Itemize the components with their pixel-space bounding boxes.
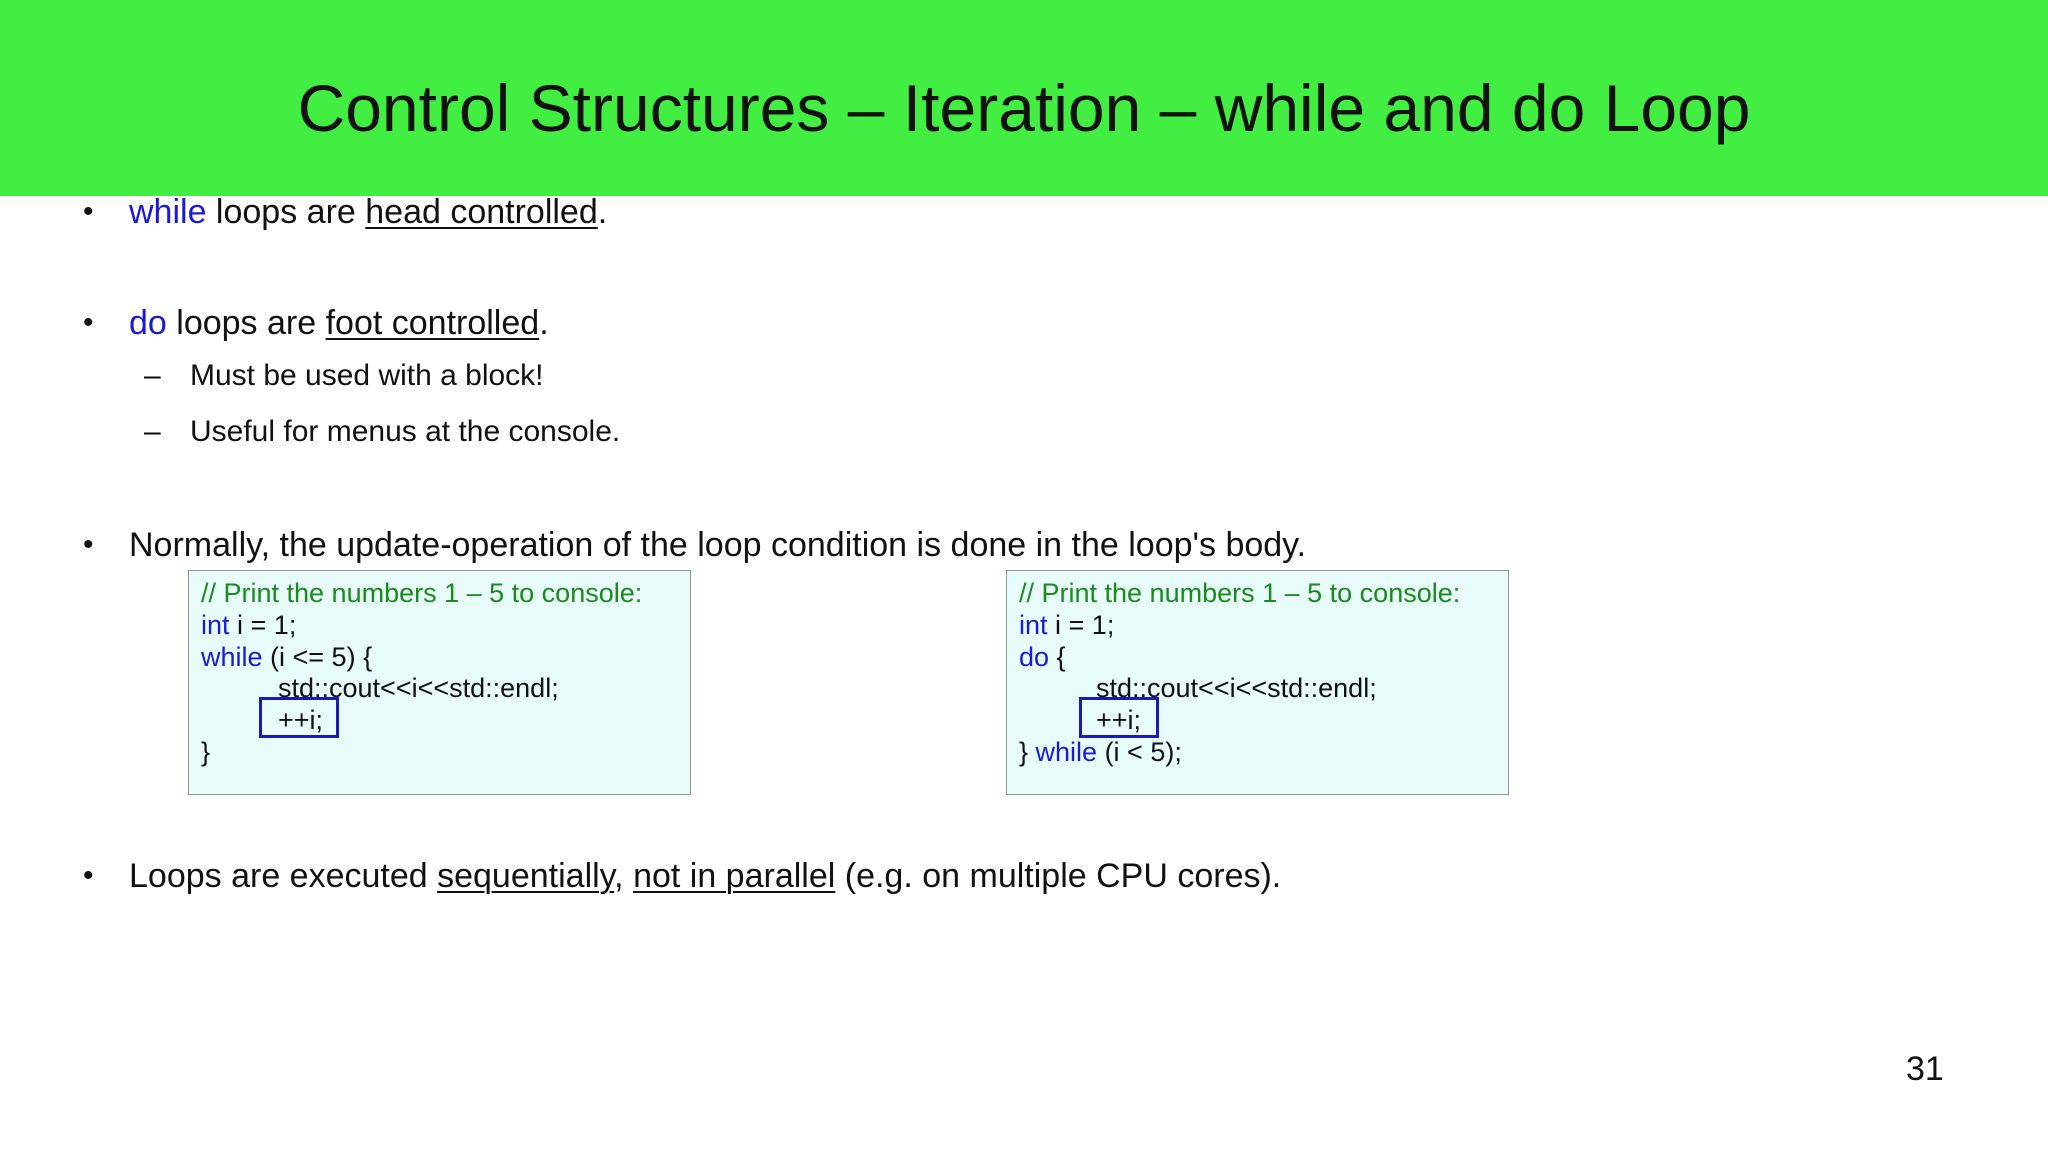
bullet-dot: •: [83, 528, 94, 561]
code-box-while: [188, 570, 691, 795]
code-line-do: [1019, 641, 1066, 673]
keyword-do: do: [129, 304, 167, 342]
code-line-cout: std::cout<<i<<std::endl;: [1096, 673, 1377, 703]
code-text: i = 1;: [1047, 610, 1115, 640]
code-keyword-while: while: [201, 642, 263, 672]
bullet-text: loops are: [166, 304, 326, 342]
bullet-end: .: [597, 193, 608, 231]
sub-bullet-dash: –: [144, 415, 161, 448]
bullet-text: Loops are executed: [129, 857, 438, 895]
bullet-dot: •: [83, 195, 94, 228]
code-line-increment: ++i;: [1096, 705, 1142, 735]
keyword-while: while: [129, 193, 207, 231]
code-box-do: [1006, 570, 1509, 795]
code-line-while-condition: [1019, 736, 1182, 768]
code-line-int: [1019, 609, 1114, 641]
code-line-cout: std::cout<<i<<std::endl;: [278, 673, 559, 703]
code-text: i = 1;: [229, 610, 297, 640]
bullet-do-loops: [83, 302, 549, 344]
increment-highlight-box: [259, 697, 339, 738]
code-comment: // Print the numbers 1 – 5 to console:: [1019, 578, 1461, 608]
code-line-increment: ++i;: [278, 705, 324, 735]
underlined-foot-controlled: foot controlled: [325, 304, 540, 342]
code-text: (i < 5);: [1097, 737, 1182, 767]
code-line-int: [201, 609, 296, 641]
bullet-text: loops are: [206, 193, 366, 231]
bullet-dot: •: [83, 306, 94, 339]
bullet-update-operation: [83, 524, 1307, 566]
code-line-while: [201, 641, 372, 673]
bullet-comma: ,: [614, 857, 634, 895]
code-keyword-while: while: [1035, 737, 1098, 767]
bullet-end: .: [539, 304, 549, 342]
underlined-sequentially: sequentially: [437, 857, 615, 895]
code-line-close-brace: }: [201, 737, 211, 767]
page-number: 31: [1906, 1050, 1944, 1088]
bullet-while-loops: [83, 191, 608, 233]
code-keyword-do: do: [1019, 642, 1050, 672]
code-comment: // Print the numbers 1 – 5 to console:: [201, 578, 643, 608]
code-keyword-int: int: [201, 610, 230, 640]
increment-highlight-box: [1079, 697, 1159, 738]
bullet-dot: •: [83, 859, 94, 892]
sub-bullet-dash: –: [144, 359, 161, 392]
bullet-end: (e.g. on multiple CPU cores).: [835, 857, 1282, 895]
code-keyword-int: int: [1019, 610, 1048, 640]
sub-bullet-menus: [144, 413, 621, 451]
code-text: {: [1049, 642, 1066, 672]
underlined-not-in-parallel: not in parallel: [633, 857, 836, 895]
code-text: (i <= 5) {: [262, 642, 373, 672]
underlined-head-controlled: head controlled: [365, 193, 598, 231]
sub-bullet-block: [144, 357, 544, 395]
sub-bullet-text: Useful for menus at the console.: [190, 415, 621, 448]
slide-title: Control Structures – Iteration – while and do Loop: [297, 71, 1751, 145]
sub-bullet-text: Must be used with a block!: [190, 359, 544, 392]
code-text: }: [1019, 737, 1036, 767]
bullet-sequential: [83, 855, 1282, 897]
bullet-text: Normally, the update-operation of the loop condition is done in the loop's body.: [129, 526, 1307, 564]
